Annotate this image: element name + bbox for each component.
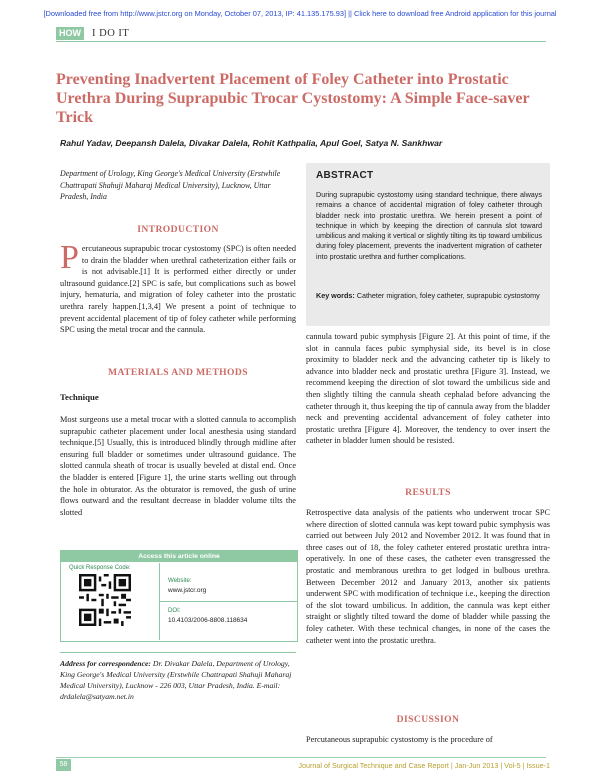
article-title: Preventing Inadvertent Placement of Foley Catheter into Prostatic Urethra During Suprapubic Trocar Cystostomy: A Simple Face-saver Trick xyxy=(56,71,530,126)
download-banner[interactable]: [Downloaded free from http://www.jstcr.org on Monday, October 07, 2013, IP: 41.135.175.93] || Click here to download free Android application for this journal xyxy=(43,9,557,18)
access-divider-horizontal xyxy=(160,601,297,602)
keywords xyxy=(316,291,542,301)
abstract-text: During suprapubic cystostomy using standard technique, there always remains a chance of accidental migration of foley catheter through bladder neck into prostatic urethra. We herein present a point of technique in which by keeping the direction of cannula slot toward umbilicus and making it vertical or slightly tilting its tip toward umbilicus during foley placement, prevents the inadvertent migration of catheter into prostatic urethra and further complications. xyxy=(316,190,542,261)
abstract-heading: ABSTRACT xyxy=(316,170,374,181)
keywords-label: Key words: xyxy=(316,291,355,300)
dropcap: P xyxy=(60,239,79,276)
qr-code[interactable] xyxy=(79,574,131,626)
doi-value[interactable]: 10.4103/2006-8808.118634 xyxy=(168,617,248,624)
section-label: I DO IT xyxy=(92,28,130,39)
introduction-body: ercutaneous suprapubic trocar cystostomy (SPC) is often needed to drain the bladder when urethral catheterization either fails or is not advisable.[1] It is performed either directly or under ultrasound guidance.[2] SPC is safe, but complications such as bowel injury, hematuria, and migration of foley catheter into the prostatic urethra rarely happen.[1,3,4] We present a point of technique to prevent accidental placement of tip of foley catheter while performing SPC using the metal trocar and the cannula. xyxy=(60,244,296,335)
results-text: Retrospective data analysis of the patients who underwent trocar SPC where direction of slotted cannula was kept toward pubic symphysis was carried out between July 2012 and November 2012. It was found that in three cases out of 18, the foley catheter entered prostatic urethra intra-operatively. In one of these cases, the catheter even transgressed the prostatic and membranous urethra to get lodged in bulbous urethra. Between December 2012 and January 2013, another six patients underwent SPC with modification of technique i.e., keeping the direction of the slot toward umbilicus. In addition, the cannula was kept either straight or slightly tilted toward the dome of bladder while passing the foley catheter. With these technical changes, in none of the cases the catheter went into the prostatic urethra. xyxy=(306,508,550,645)
website-link[interactable]: www.jstcr.org xyxy=(168,587,207,594)
keywords-text: Catheter migration, foley catheter, suprapubic cystostomy xyxy=(356,291,540,300)
qr-label: Quick Response Code: xyxy=(69,565,131,571)
page-number: 58 xyxy=(56,759,71,771)
access-article-box xyxy=(60,550,298,642)
journal-footer: Journal of Surgical Technique and Case Report | Jan-Jun 2013 | Vol-5 | Issue-1 xyxy=(298,761,550,770)
section-tab: HOW xyxy=(56,27,84,40)
introduction-heading: INTRODUCTION xyxy=(137,224,219,235)
correspondence-label: Address for correspondence: xyxy=(60,659,151,668)
introduction-text xyxy=(60,239,296,336)
methods-heading: MATERIALS AND METHODS xyxy=(108,367,248,378)
correspondence-divider xyxy=(60,652,296,653)
header-divider xyxy=(56,41,546,42)
footer-divider xyxy=(56,757,546,758)
discussion-heading: DISCUSSION xyxy=(396,714,460,725)
website-label: Website: xyxy=(168,577,192,584)
technique-continuation: cannula toward pubic symphysis [Figure 2]. At this point of time, if the slot in cannula faces pubic symphysial side, its bevel is in close proximity to bladder neck and the advancing catheter tip is likely to advance into bladder neck and prostatic urethra [Figure 3]. Instead, we recommend keeping the direction of slot toward the umbilicus side and then slightly tilting the cannula sheath cephalad before advancing the catheter through it, thus keeping the tip of cannula away from the bladder neck and preventing accidental advancement of foley catheter into prostatic urethra [Figure 4]. Moreover, the tendency to over insert the catheter in bladder lumen should be resisted. xyxy=(306,332,550,446)
correspondence-text: Dr. Divakar Dalela, Department of Urology, King George's Medical University (Erstwhile Chattrapati Shahuji Maharaj Medical University), Lucknow - 226 003, Uttar Pradesh, India. E-mail: drdalela@satyam.net.in xyxy=(60,659,292,701)
methods-text: Most surgeons use a metal trocar with a slotted cannula to accomplish suprapubic catheter placement under local anesthesia using standard technique.[5] Usually, this is introduced blindly through midline after ensuring full bladder or sometimes under ultrasound guidance. The slotted cannula sheath of trocar is usually beveled at distal end. Once the bladder is entered [Figure 1], the urine starts welling out through the hole in obturator. As the obturator is removed, the gush of urine flows outward and the resultant decrease in bladder volume tilts the slotted xyxy=(60,415,296,517)
access-heading: Access this article online xyxy=(61,551,297,562)
doi-label: DOI: xyxy=(168,607,181,614)
correspondence xyxy=(60,658,296,702)
author-list: Rahul Yadav, Deepansh Dalela, Divakar Dalela, Rohit Kathpalia, Apul Goel, Satya N. Sankhwar xyxy=(60,138,443,148)
affiliation: Department of Urology, King George's Medical University (Erstwhile Chattrapati Shahuji Maharaj Medical University), Lucknow, Uttar Pradesh, India xyxy=(60,169,281,201)
abstract-box xyxy=(306,163,550,326)
results-heading: RESULTS xyxy=(405,487,451,498)
discussion-text: Percutaneous suprapubic cystostomy is the procedure of xyxy=(306,735,493,744)
technique-subheading: Technique xyxy=(60,392,99,402)
